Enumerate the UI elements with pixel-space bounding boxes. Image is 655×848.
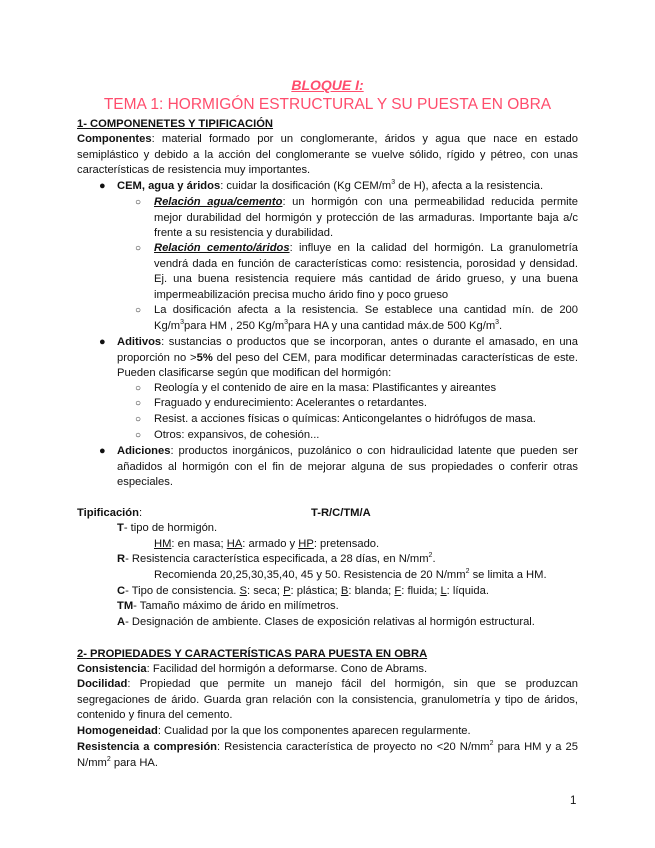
topic-title: TEMA 1: HORMIGÓN ESTRUCTURAL Y SU PUESTA EN OBRA (103, 96, 552, 113)
adiciones-item: Adiciones: productos inorgánicos, puzolánico o con hidraulicidad latente que pueden ser añadidos al hormigón con el fin de mejorar alguna de sus propiedades o conferir otras especiales. (117, 445, 578, 489)
aditivo-type: Reología y el contenido de aire en la masa: Plastificantes y aireantes (154, 382, 497, 394)
circle-bullet-icon: ○ (135, 383, 142, 394)
section1-heading: 1- COMPONENETES Y TIPIFICACIÓN (77, 118, 274, 130)
aditivo-type: Resist. a acciones físicas o químicas: Anticongelantes o hidrófugos de masa. (154, 413, 536, 425)
docilidad-paragraph: Docilidad: Propiedad que permite un manejo fácil del hormigón, sin que se produzcan segregaciones de árido. Guarda gran relación con la consistencia, granulometría y tipo de áridos, contenido y finura del cemento. (77, 678, 578, 722)
block-title: BLOQUE I: (291, 77, 364, 93)
aditivo-type: Otros: expansivos, de cohesión... (154, 429, 320, 441)
relacion-agua-cemento: Relación agua/cemento: un hormigón con una permeabilidad reducida permite mejor durabilidad del hormigón y protección de las armaduras. Importante baja a/c frente a su resistencia y durabilidad. (154, 196, 578, 240)
page-number: 1 (570, 795, 577, 807)
tamano-maximo: TM- Tamaño máximo de árido en milímetros. (117, 600, 339, 612)
tipificacion-label: Tipificación: (77, 507, 143, 519)
circle-bullet-icon: ○ (135, 398, 142, 409)
tipificacion-code: T-R/C/TM/A (311, 507, 371, 519)
tipo-hormigon: T- tipo de hormigón. (117, 522, 218, 534)
consistencia-tipo: C- Tipo de consistencia. S: seca; P: plástica; B: blanda; F: fluida; L: líquida. (117, 585, 489, 597)
circle-bullet-icon: ○ (135, 197, 142, 208)
resistencia-compresion-paragraph: Resistencia a compresión: Resistencia característica de proyecto no <20 $N/mm^2$ para HM y a 25 $N/mm^2$ para HA. (77, 740, 578, 769)
relacion-cemento-aridos: Relación cemento/áridos: influye en la calidad del hormigón. La granulometría vendrá dada en función de características como: resistencia, porosidad y densidad. Ej. una buena resistencia requiere más cantidad de árido grueso, y una buena impermeabilización precisa mucho árido fino y poco grueso (154, 242, 578, 301)
aditivo-type: Fraguado y endurecimiento: Acelerantes o retardantes. (154, 397, 428, 409)
resistencia-recomendacion: Recomienda 20,25,30,35,40, 45 y 50. Resistencia de 20 $N/mm^2$ se limita a HM. (154, 568, 547, 581)
componentes-paragraph: Componentes: material formado por un conglomerante, áridos y agua que nace en estado semiplástico y debido a la acción del conglomerante se vuelve sólido, rígido y pétreo, con unas características de resistencia muy importantes. (77, 133, 578, 177)
section2-heading: 2- PROPIEDADES Y CARACTERÍSTICAS PARA PUESTA EN OBRA (77, 648, 428, 660)
circle-bullet-icon: ○ (135, 430, 142, 441)
circle-bullet-icon: ○ (135, 305, 142, 316)
bullet-icon: ● (99, 180, 106, 192)
cem-item: CEM, agua y áridos: cuidar la dosificación (Kg CEM/$m^3$ de H), afecta a la resistencia. (117, 179, 544, 192)
circle-bullet-icon: ○ (135, 414, 142, 425)
bullet-icon: ● (99, 445, 106, 457)
homogeneidad-paragraph: Homogeneidad: Cualidad por la que los componentes aparecen regularmente. (77, 725, 471, 737)
bullet-icon: ● (99, 336, 106, 348)
resistencia-item: R- Resistencia característica especificada, a 28 días, en $N/mm^2$. (117, 552, 436, 565)
tipo-hormigon-options: HM: en masa; HA: armado y HP: pretensado. (154, 538, 380, 550)
circle-bullet-icon: ○ (135, 243, 142, 254)
ambiente-item: A- Designación de ambiente. Clases de exposición relativas al hormigón estructural. (117, 616, 535, 628)
aditivos-item: Aditivos: sustancias o productos que se incorporan, antes o durante el amasado, en una proporción no >5% del peso del CEM, para modificar determinadas características de este. Pueden clasificarse según que modifican del hormigón: (117, 336, 578, 380)
dosificacion-item: La dosificación afecta a la resistencia. Se establece una cantidad mín. de 200 $Kg/m^3para$ HM , 250 $Kg/m^3para$ HA y una cantidad máx.de 500 $Kg/m^3$. (154, 304, 578, 332)
consistencia-paragraph: Consistencia: Facilidad del hormigón a deformarse. Cono de Abrams. (77, 663, 428, 675)
